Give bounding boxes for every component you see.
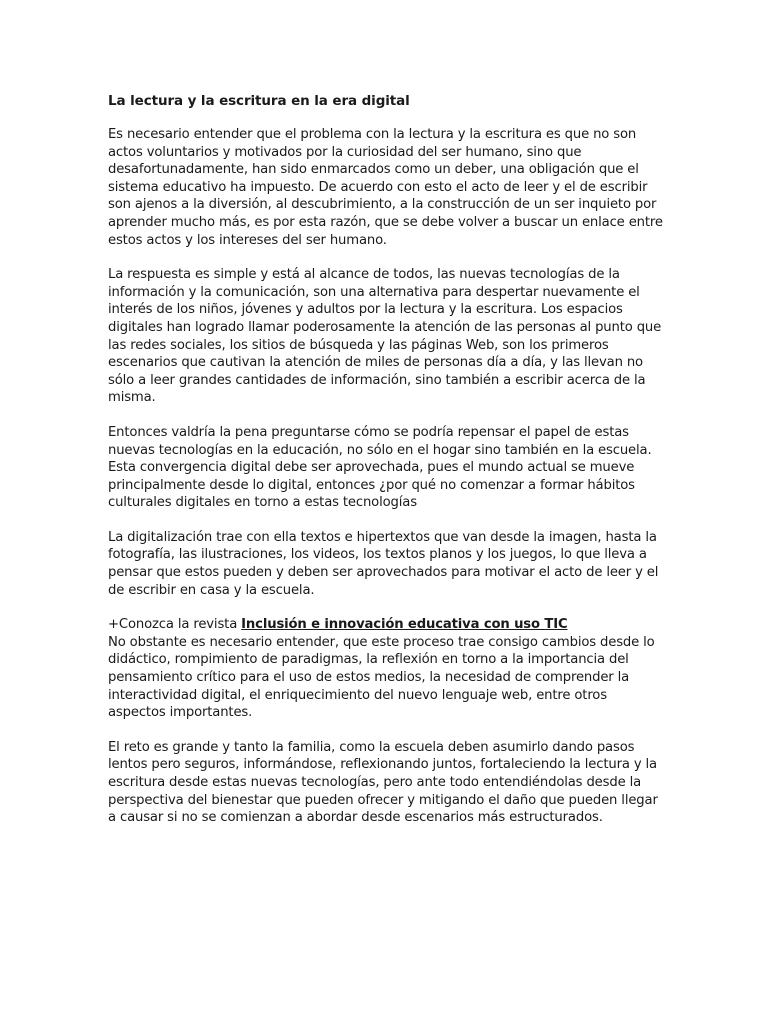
document-title: La lectura y la escritura en la era digital <box>108 93 410 109</box>
paragraph-4: La digitalización trae con ella textos e hipertextos que van desde la imagen, hasta la fotografía, las ilustraciones, los videos, los textos planos y los juegos, lo que lleva a pensar que estos pueden y deben ser aprovechados para motivar el acto de leer y el de escribir en casa y la escuela. <box>108 529 659 598</box>
paragraph-6: El reto es grande y tanto la familia, como la escuela deben asumirlo dando pasos lentos pero seguros, informándose, reflexionando juntos, fortaleciendo la lectura y la escritura desde estas nuevas tecnologías, pero ante todo entendiéndolas desde la perspectiva del bienestar que pueden ofrecer y mitigando el daño que pueden llegar a causar si no se comienzan a abordar desde escenarios más estructurados. <box>108 739 658 826</box>
promo-prefix: +Conozca la revista <box>108 617 242 633</box>
magazine-link[interactable]: Inclusión e innovación educativa con uso TIC <box>241 617 568 633</box>
document-page <box>108 92 668 844</box>
paragraph-2: La respuesta es simple y está al alcance de todos, las nuevas tecnologías de la información y la comunicación, son una alternativa para despertar nuevamente el interés de los niños, jóvenes y adultos por la lectura y la escritura. Los espacios digitales han logrado llamar poderosamente la atención de las personas al punto que las redes sociales, los sitios de búsqueda y las páginas Web, son los primeros escenarios que cautivan la atención de miles de personas día a día, y las llevan no sólo a leer grandes cantidades de información, sino también a escribir acerca de la misma. <box>108 267 662 406</box>
paragraph-5: No obstante es necesario entender, que este proceso trae consigo cambios desde lo didáctico, rompimiento de paradigmas, la reflexión en torno a la importancia del pensamiento crítico para el uso de estos medios, la necesidad de comprender la interactividad digital, el enriquecimiento del nuevo lenguaje web, entre otros aspectos importantes. <box>108 634 655 721</box>
promo-line <box>108 616 668 634</box>
paragraph-1: Es necesario entender que el problema con la lectura y la escritura es que no son actos voluntarios y motivados por la curiosidad del ser humano, sino que desafortunadamente, han sido enmarcados como un deber, una obligación que el sistema educativo ha impuesto. De acuerdo con esto el acto de leer y el de escribir son ajenos a la diversión, al descubrimiento, a la construcción de un ser inquieto por aprender mucho más, es por esta razón, que se debe volver a buscar un enlace entre estos actos y los intereses del ser humano. <box>108 127 663 248</box>
paragraph-3: Entonces valdría la pena preguntarse cómo se podría repensar el papel de estas nuevas tecnologías en la educación, no sólo en el hogar sino también en la escuela. Esta convergencia digital debe ser aprovechada, pues el mundo actual se mueve principalmente desde lo digital, entonces ¿por qué no comenzar a formar hábitos culturales digitales en torno a estas tecnologías <box>108 424 652 511</box>
